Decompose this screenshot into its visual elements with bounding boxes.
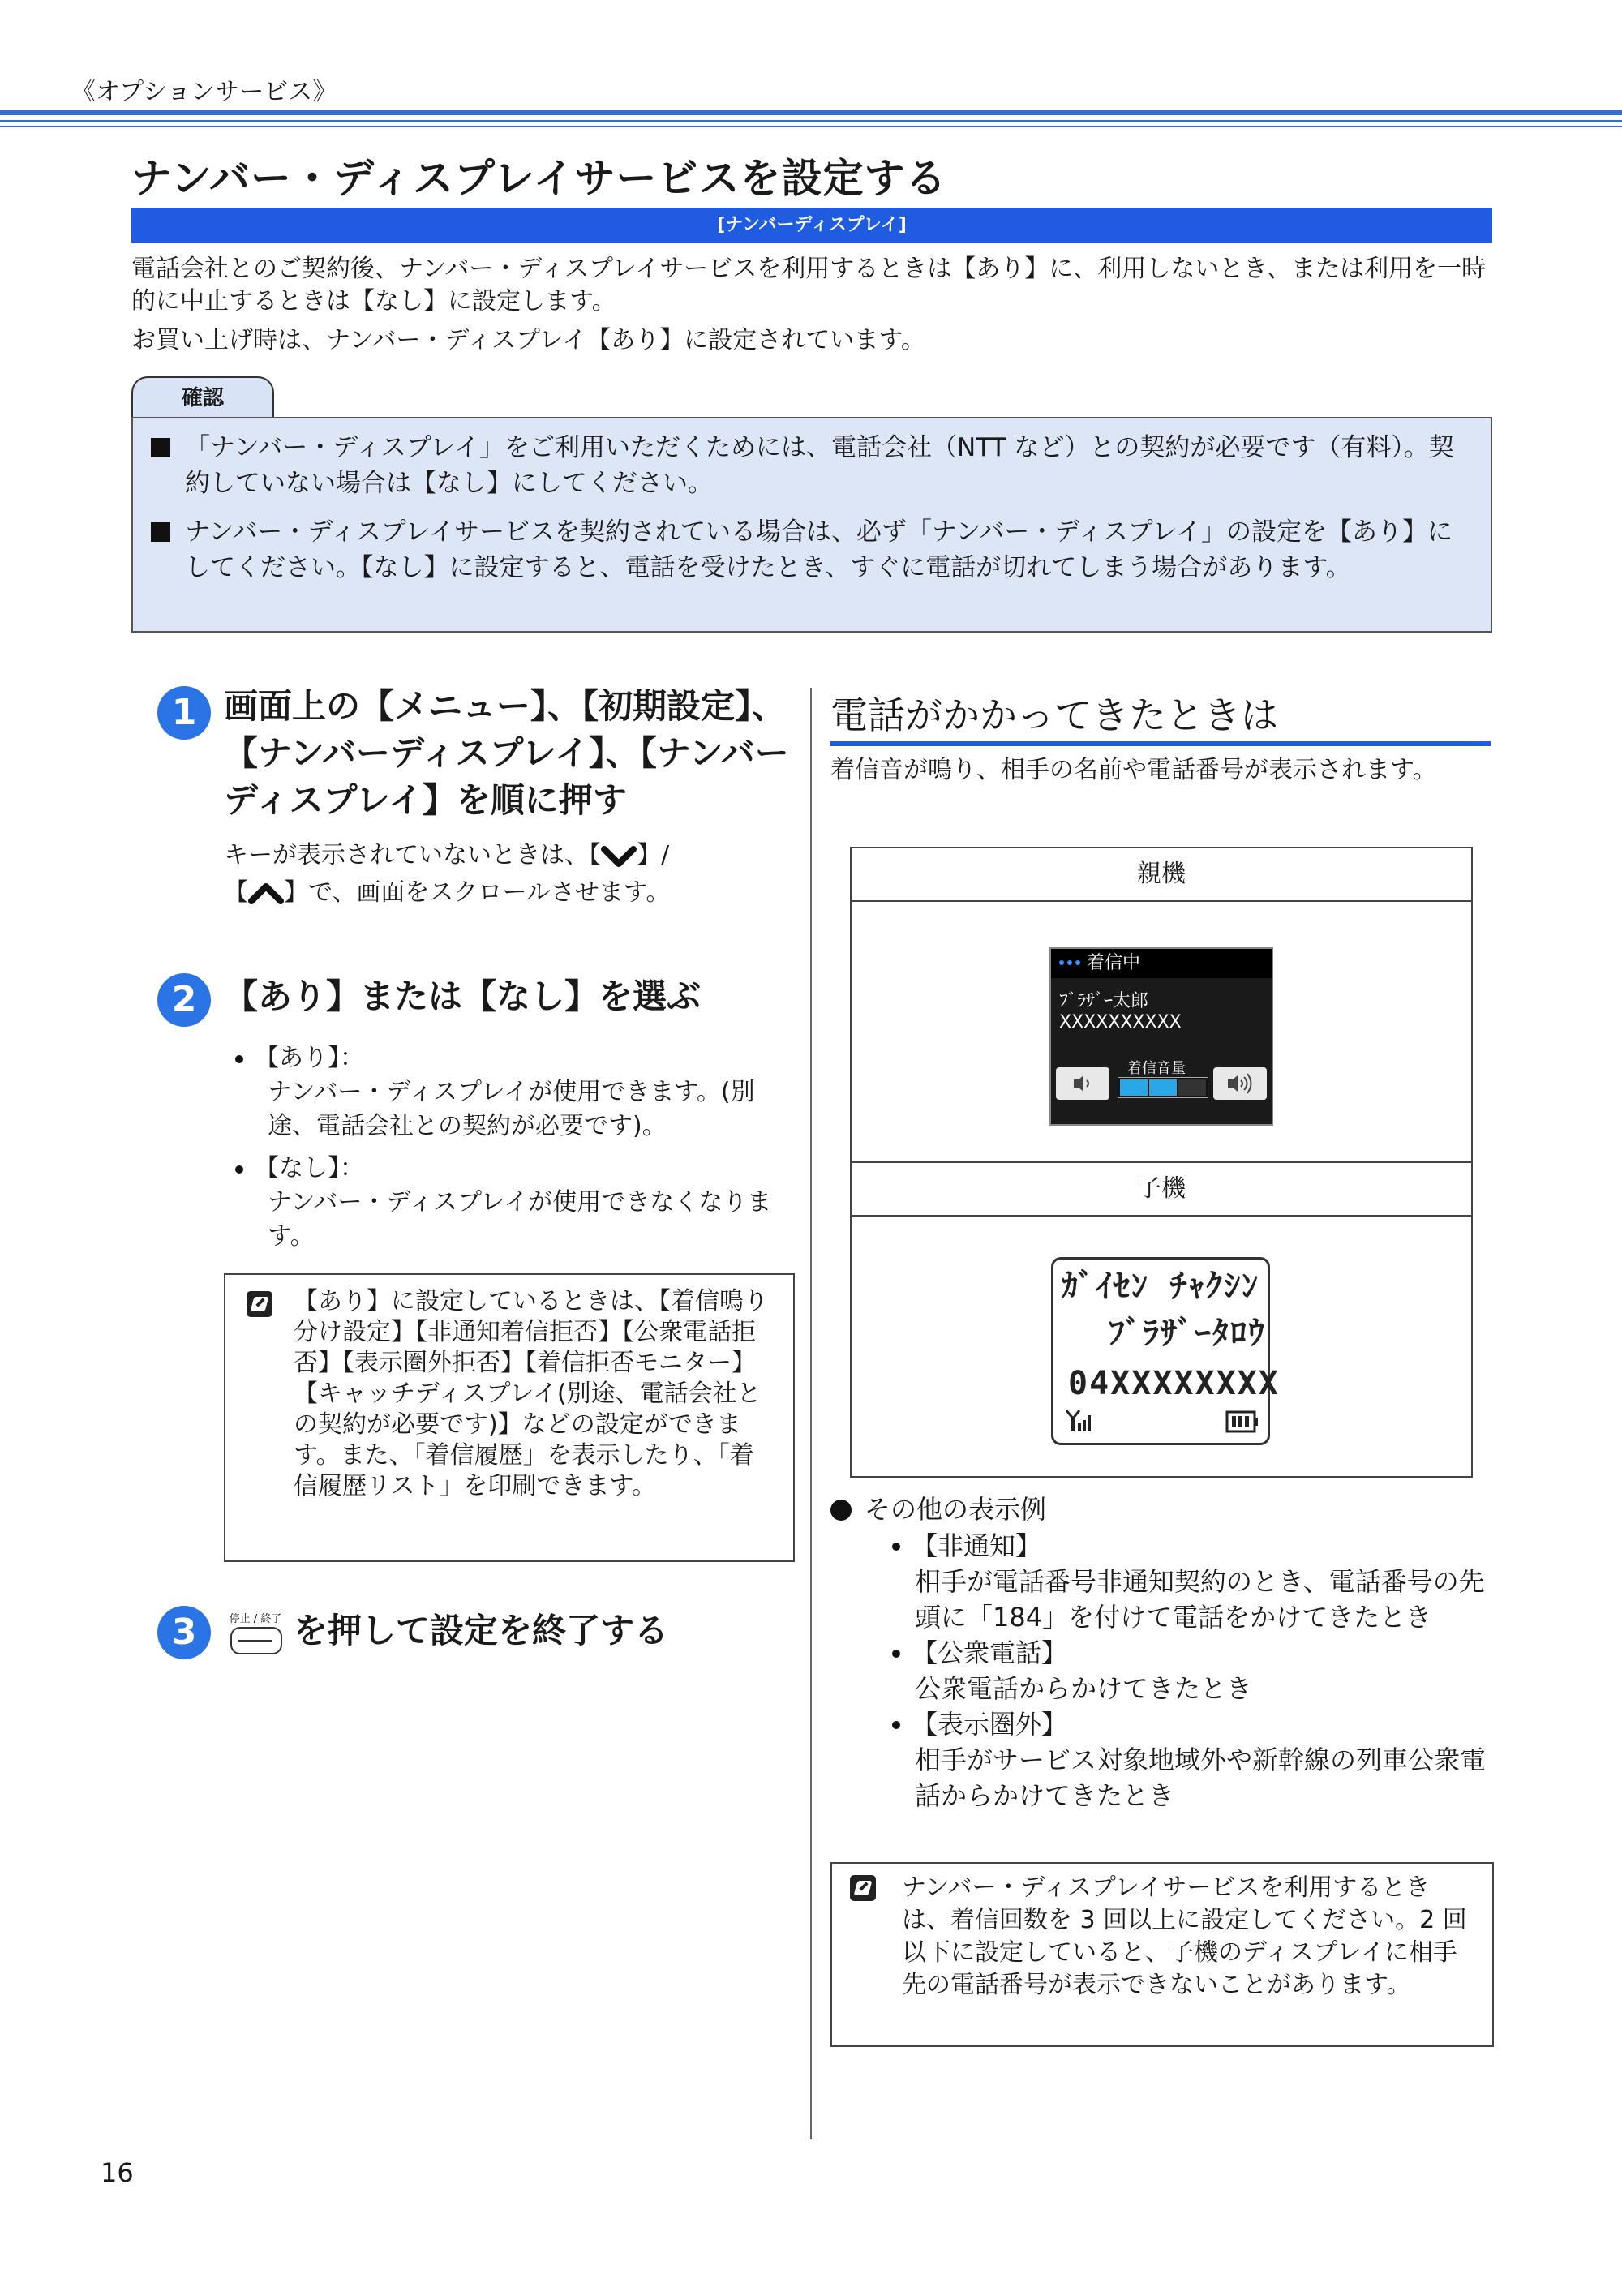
table-header: 親機 (852, 848, 1471, 902)
confirm-item: ナンバー・ディスプレイサービスを契約されている場合は、必ず「ナンバー・ディスプレイ」の設定を【あり】にしてください。【なし】に設定すると、電話を受けたとき、すぐに電話が切れてしまう場合があります。 (151, 514, 1473, 586)
subtitle-bar: [ナンバーディスプレイ] (131, 208, 1492, 243)
note-text: 【あり】に設定しているときは、【着信鳴り分け設定】【非通知着信拒否】【公衆電話拒否】【表示圏外拒否】【着信拒否モニター】【キャッチディスプレイ(別途、電話会社との契約が必要です)】などの設定ができます。また、「着信履歴」を表示したり、「着信履歴リスト」を印刷できます。 (294, 1287, 768, 1500)
heading-rule (830, 741, 1491, 746)
bullet-icon (830, 1500, 852, 1521)
note-box (224, 1273, 795, 1562)
note-box (830, 1862, 1494, 2047)
volume-label: 着信音量 (1127, 1060, 1186, 1077)
speaker-low-icon (1056, 1067, 1109, 1100)
caller-number: XXXXXXXXXX (1059, 1012, 1182, 1032)
page-number: 16 (101, 2157, 134, 2188)
list-item: 【あり】： (235, 1041, 803, 1075)
header-rule (0, 126, 1622, 127)
list-item-desc: 公衆電話からかけてきたとき (915, 1673, 1253, 1704)
base-unit-screen (1049, 947, 1273, 1126)
chevron-down-icon (601, 844, 637, 869)
header-rule (0, 120, 1622, 122)
bullet-icon (892, 1650, 900, 1658)
column-divider (810, 688, 812, 2139)
option-list (235, 1041, 803, 1262)
speaker-high-icon (1213, 1067, 1267, 1100)
page-title: ナンバー・ディスプレイサービスを設定する (131, 155, 947, 202)
bullet-icon (235, 1165, 243, 1174)
handset-line: ｶﾞｲｾﾝ ﾁｬｸｼﾝ (1062, 1268, 1260, 1305)
step-title: 【あり】または【なし】を選ぶ (224, 976, 702, 1016)
table-header: 子機 (852, 1161, 1471, 1217)
chevron-up-icon (248, 882, 284, 906)
other-examples-heading: その他の表示例 (830, 1492, 1046, 1526)
volume-bar (1118, 1077, 1208, 1098)
confirm-box (131, 417, 1492, 633)
list-item: 【なし】： (235, 1152, 803, 1186)
square-bullet-icon (151, 522, 170, 542)
display-example-table (850, 847, 1473, 1478)
step-number: 3 (157, 1606, 211, 1659)
list-item-desc: 相手がサービス対象地域外や新幹線の列車公衆電話からかけてきたとき (915, 1745, 1487, 1811)
list-item: 【公衆電話】 (892, 1635, 1500, 1671)
bullet-icon (235, 1055, 243, 1063)
screen-title-bar: 着信中 (1051, 949, 1272, 978)
section-label: 《オプションサービス》 (71, 78, 337, 106)
section-heading: 電話がかかってきたときは (830, 693, 1278, 737)
intro-line: お買い上げ時は、ナンバー・ディスプレイ【あり】に設定されています。 (131, 326, 925, 354)
bullet-icon (892, 1721, 900, 1729)
list-item: 【非通知】 (892, 1528, 1500, 1564)
other-examples-list (892, 1528, 1500, 1813)
header-rule (0, 110, 1622, 115)
battery-icon (1225, 1410, 1259, 1433)
volume-up-button[interactable] (1213, 1067, 1267, 1100)
step-title: 画面上の【メニュー】、【初期設定】、【ナンバーディスプレイ】、【ナンバーディスプレイ】を順に押す (224, 686, 789, 820)
signal-strength-icon (1065, 1409, 1092, 1433)
list-item: 【表示圏外】 (892, 1706, 1500, 1742)
volume-down-button[interactable] (1056, 1067, 1109, 1100)
bullet-icon (892, 1543, 900, 1551)
intro-text (131, 253, 1502, 357)
list-item-desc: ナンバー・ディスプレイが使用できなくなります。 (268, 1188, 772, 1251)
square-bullet-icon (151, 438, 170, 457)
handset-line: ﾌﾞﾗｻﾞｰﾀﾛｳ (1109, 1315, 1266, 1352)
note-text: ナンバー・ディスプレイサービスを利用するときは、着信回数を 3 回以上に設定してください。2 回以下に設定していると、子機のディスプレイに相手先の電話番号が表示できないことがあります。 (902, 1873, 1467, 1999)
caller-name: ﾌﾞﾗｻﾞｰ太郎 (1059, 991, 1149, 1011)
section-intro: 着信音が鳴り、相手の名前や電話番号が表示されます。 (830, 756, 1437, 784)
step-title: を押して設定を終了する (294, 1611, 669, 1650)
confirm-tab: 確認 (131, 376, 274, 418)
list-item-desc: 相手が電話番号非通知契約のとき、電話番号の先頭に「184」を付けて電話をかけてきたとき (915, 1566, 1485, 1633)
list-item-desc: ナンバー・ディスプレイが使用できます。(別途、電話会社との契約が必要です)。 (268, 1078, 755, 1140)
step-number: 1 (157, 686, 211, 740)
confirm-item: 「ナンバー・ディスプレイ」をご利用いただくためには、電話会社（NTT など）との契約が必要です（有料）。契約していない場合は【なし】にしてください。 (151, 430, 1473, 501)
intro-line: 電話会社とのご契約後、ナンバー・ディスプレイサービスを利用するときは【あり】に、利用しないとき、または利用を一時的に中止するときは【なし】に設定します。 (131, 255, 1487, 315)
memo-icon (850, 1875, 876, 1901)
memo-icon (247, 1291, 272, 1317)
stop-end-key-icon: 停止 / 終了 (227, 1614, 284, 1656)
handset-screen (1051, 1257, 1280, 1445)
handset-line: 04XXXXXXXX (1068, 1365, 1280, 1402)
step-description: キーが表示されていないときは、【 】/ 【 】で、画面をスクロールさせます。 (224, 841, 671, 907)
step-number: 2 (157, 973, 211, 1027)
